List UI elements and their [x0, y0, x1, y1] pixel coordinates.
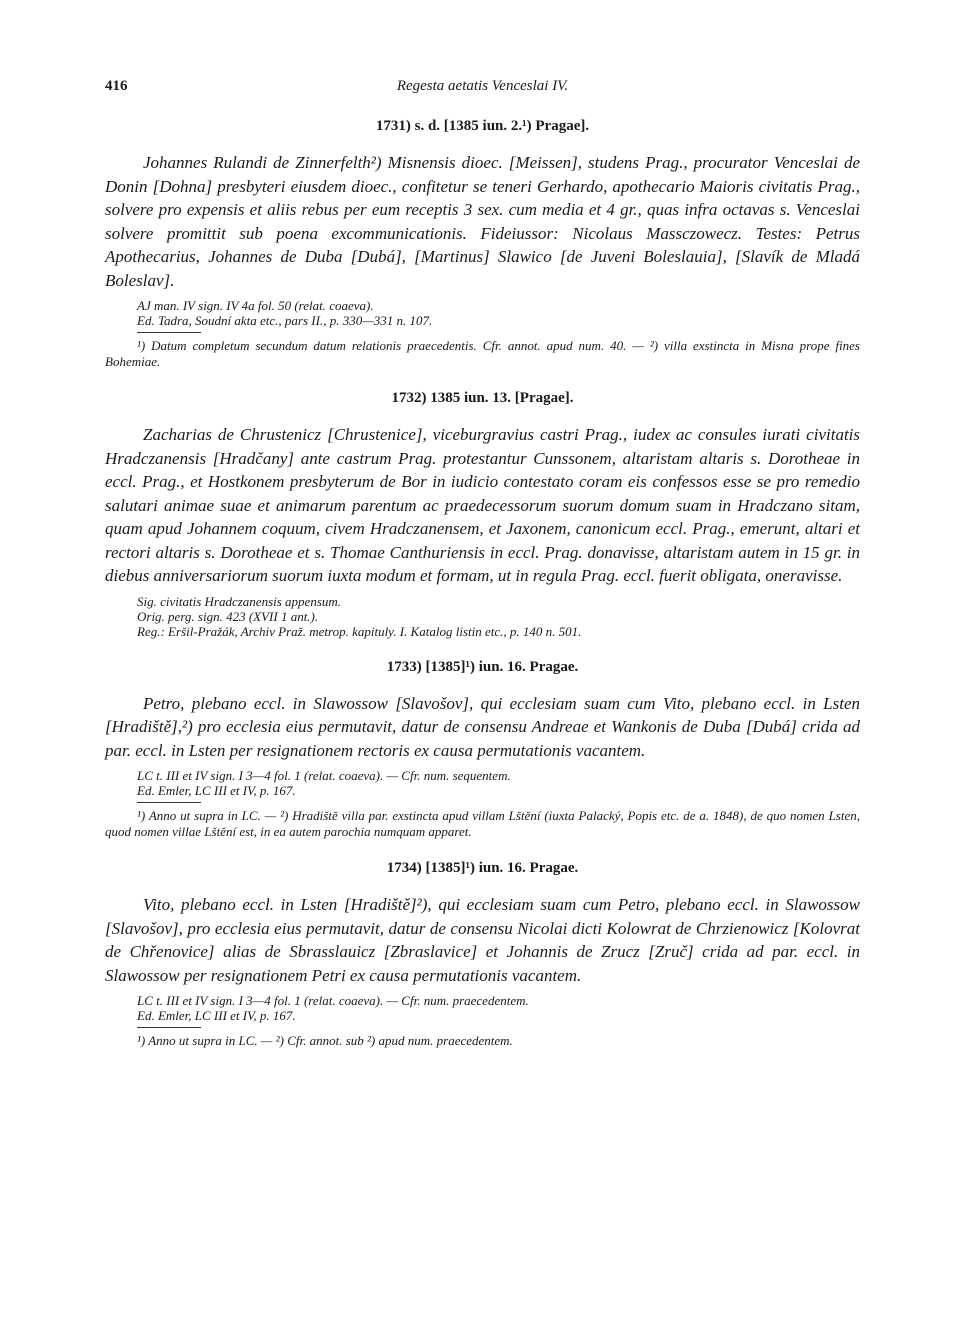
entry-number: 1733): [386, 658, 422, 675]
footnote-rule: [137, 802, 201, 803]
entry-1733: [105, 659, 860, 841]
entry-1734: [105, 860, 860, 1049]
entry-1731: [105, 118, 860, 370]
entry-heading: [105, 118, 860, 135]
entry-date-place: [1385]¹) iun. 16. Pragae.: [425, 658, 579, 675]
source-line: LC t. III et IV sign. I 3—4 fol. 1 (relat. coaeva). — Cfr. num. sequentem.: [137, 768, 511, 783]
source-line: Ed. Emler, LC III et IV, p. 167.: [137, 783, 296, 798]
running-title: Regesta aetatis Venceslai IV.: [396, 78, 569, 94]
entry-heading: [105, 860, 860, 877]
footnote-rule: [137, 1027, 201, 1028]
source-list: [137, 594, 860, 639]
source-list: [137, 768, 860, 798]
source-line: Sig. civitatis Hradczanensis appensum.: [137, 593, 342, 609]
entry-date-place: [1385]¹) iun. 16. Pragae.: [425, 860, 579, 876]
source-line: LC t. III et IV sign. I 3—4 fol. 1 (relat. coaeva). — Cfr. num. praecedentem.: [137, 993, 529, 1008]
page: [105, 78, 860, 1049]
footnote: ¹) Anno ut supra in LC. — ²) Hradiště villa par. exstincta apud villam Lštění (iuxta Palacký, Popis etc. de a. 1848), de quo nomen Lsten, quod nomen villae Lštění est, in ea autem parochia numquam apparet.: [105, 808, 860, 839]
entry-heading: [105, 659, 860, 676]
page-header: [105, 78, 860, 102]
entry-heading: [105, 390, 860, 407]
entry-text: Petro, plebano eccl. in Slawossow [Slavošov], qui ecclesiam suam cum Vito, plebano eccl. in Lsten [Hradiště],²) pro ecclesia eius permutavit, datur de consensu Andreae et Wankonis de Duba [Dubá] crida ad par. eccl. in Lsten per resignationem rectoris ex causa permutationis vacantem.: [105, 693, 860, 760]
footnote-rule: [137, 332, 201, 333]
entry-number: 1734): [386, 860, 422, 876]
entry-date-place: s. d. [1385 iun. 2.¹) Pragae].: [414, 118, 590, 134]
entry-text: Zacharias de Chrustenicz [Chrustenice], viceburgravius castri Prag., iudex ac consules iurati civitatis Hradczanensis [Hradčany] ante castrum Prag. protestantur Cunssonem, altaristam altaris s. Dorotheae in eccl. Prag., et Hostkonem presbyterum de Bor in iudicio contestato coram eis confessos esse se pro remedio salutari animae suae et animarum parentum ac praedecessorum suorum domum suam in Hradczano sitam, quam apud Johannem coquum, civem Hradczanensem, et Jaxonem, canonicum eccl. Prag., emerunt, altari et rectori altaris s. Dorotheae et s. Thomae Canthuriensis in eccl. Prag. donavisse, altaristam autem in 15 gr. in diebus anniversariorum suorum iuxta modum et formam, ut in regula Prag. eccl. fuerit obligata, oneravisse.: [105, 425, 860, 585]
source-line: Ed. Tadra, Soudní akta etc., pars II., p. 330—331 n. 107.: [137, 313, 433, 328]
footnote: ¹) Anno ut supra in LC. — ²) Cfr. annot. sub ²) apud num. praecedentem.: [137, 1033, 513, 1048]
entry-text: Johannes Rulandi de Zinnerfelth²) Misnensis dioec. [Meissen], studens Prag., procurator Venceslai de Donin [Dohna] presbyteri eiusdem dioec., confitetur se teneri Gerhardo, apothecario Maioris civitatis Prag., solvere pro expensis et aliis rebus per eum receptis 3 sex. cum media et 4 gr., quas infra octavas s. Venceslai solvere promittit sub poena excommunicationis. Fideiussor: Nicolaus Massczowecz. Testes: Petrus Apothecarius, Johannes de Duba [Dubá], [Martinus] Slawico [de Juveni Boleslauia], [Slavík de Mladá Boleslav].: [105, 153, 860, 290]
source-list: [137, 993, 860, 1023]
entry-1732: [105, 390, 860, 639]
page-number: 416: [105, 78, 128, 94]
source-line: Reg.: Eršil-Pražák, Archiv Praž. metrop. kapituly. I. Katalog listin etc., p. 140 n. 501.: [137, 623, 582, 639]
source-line: Ed. Emler, LC III et IV, p. 167.: [137, 1008, 296, 1023]
entry-number: 1732): [391, 390, 427, 406]
footnote: ¹) Datum completum secundum datum relationis praecedentis. Cfr. annot. apud num. 40. — ²) villa exstincta in Misna prope fines Bohemiae.: [105, 338, 860, 369]
entry-number: 1731): [375, 118, 411, 134]
source-list: [137, 298, 860, 328]
entry-date-place: 1385 iun. 13. [Pragae].: [430, 390, 574, 406]
source-line: AJ man. IV sign. IV 4a fol. 50 (relat. coaeva).: [137, 298, 374, 313]
source-line: Orig. perg. sign. 423 (XVII 1 ant.).: [137, 608, 319, 624]
entry-text: Vito, plebano eccl. in Lsten [Hradiště]²), qui ecclesiam suam cum Petro, plebano eccl. in Slawossow [Slavošov], pro ecclesia eius permutavit, datur de consensu Nicolai dicti Kolowrat de Chrzienowicz [Kolovrat de Chřenovice] alias de Sbrasslauicz [Zbraslavice] et Johannis de Zrucz [Zruč] crida ad par. eccl. in Slawossow per resignationem Petri ex causa permutationis vacantem.: [105, 895, 860, 985]
